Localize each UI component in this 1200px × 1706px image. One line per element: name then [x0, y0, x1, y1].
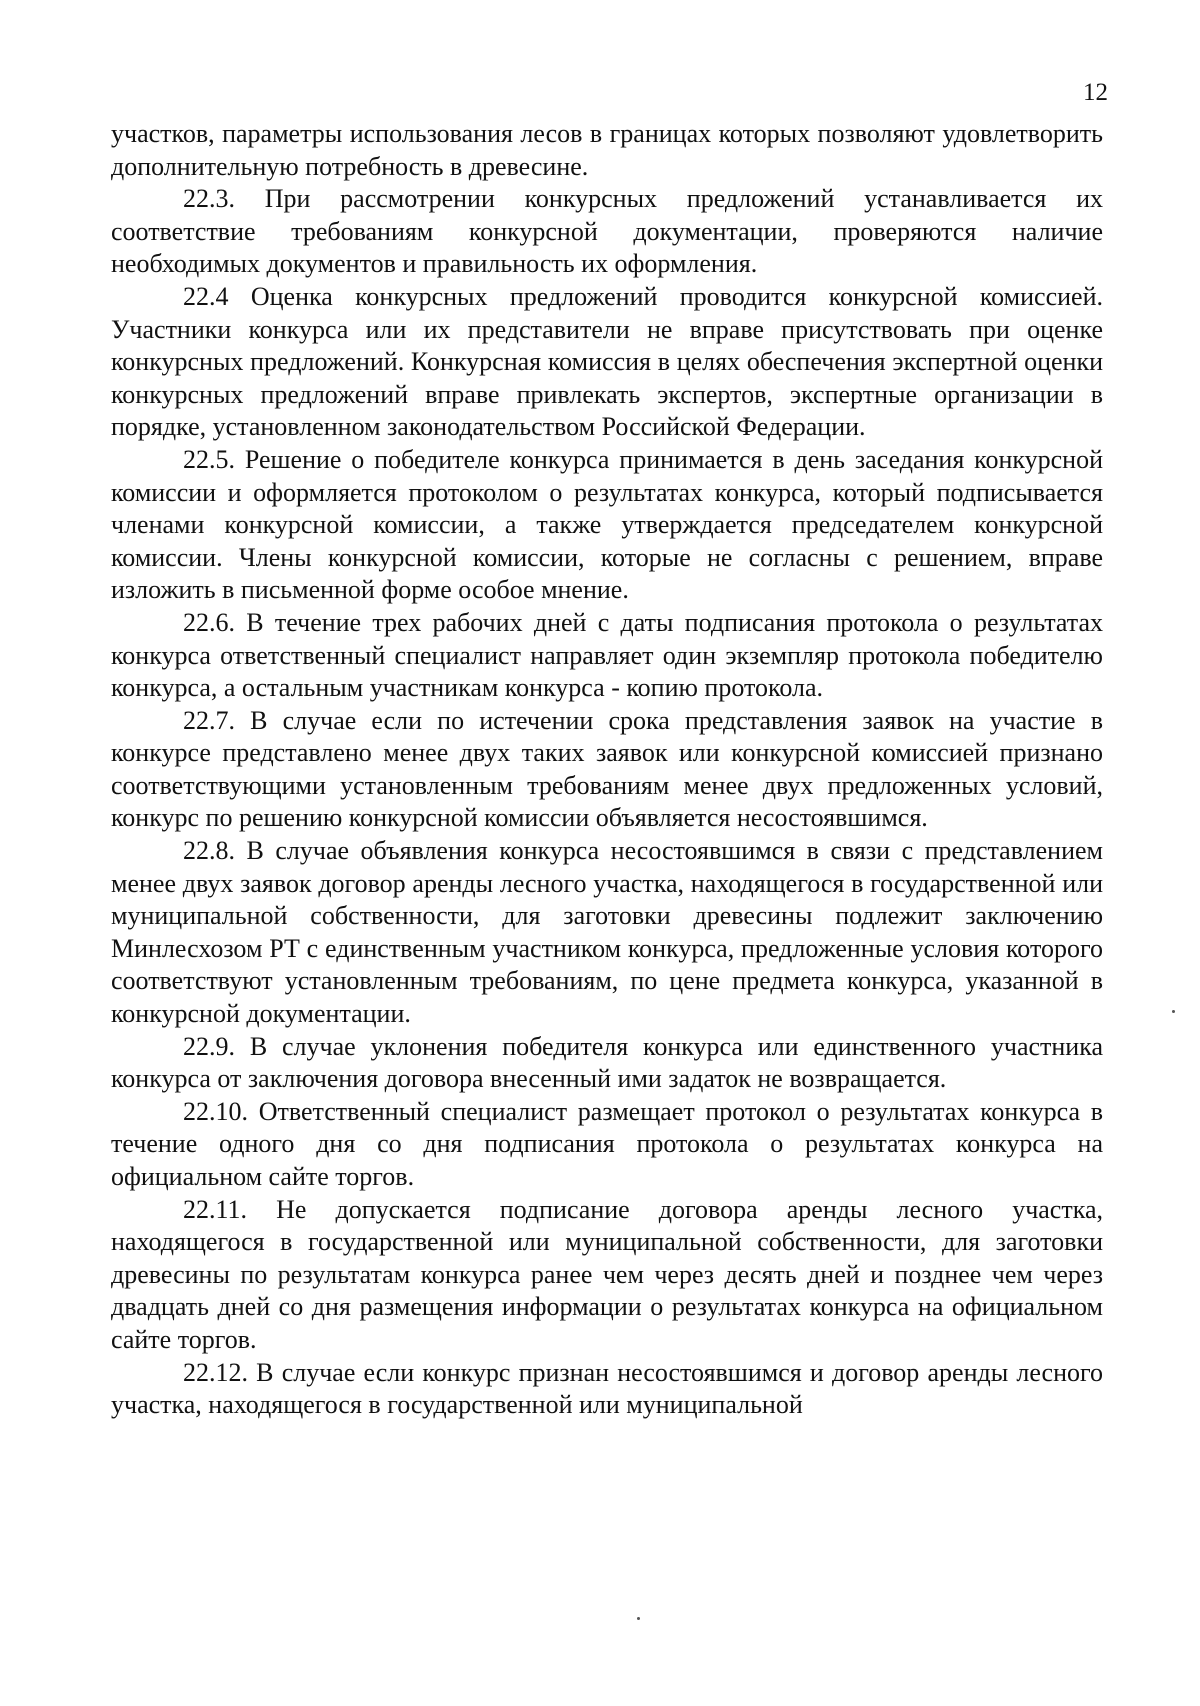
scan-speck	[1172, 1010, 1175, 1013]
paragraph-22-12: 22.12. В случае если конкурс признан несостоявшимся и договор аренды лесного участка, находящегося в государственной или муниципальной	[111, 1357, 1103, 1420]
paragraph-22-4: 22.4 Оценка конкурсных предложений проводится конкурсной комиссией. Участники конкурса или их представители не вправе присутствовать при оценке конкурсных предложений. Конкурсная комиссия в целях обеспечения экспертной оценки конкурсных предложений вправе привлекать экспертов, экспертные организации в порядке, установленном законодательством Российской Федерации.	[111, 281, 1103, 442]
paragraph-22-8: 22.8. В случае объявления конкурса несостоявшимся в связи с представлением менее двух заявок договор аренды лесного участка, находящегося в государственной или муниципальной собственности, для заготовки древесины подлежит заключению Минлесхозом РТ с единственным участником конкурса, предложенные условия которого соответствуют установленным требованиям, по цене предмета конкурса, указанной в конкурсной документации.	[111, 836, 1103, 1029]
paragraph-22-9: 22.9. В случае уклонения победителя конкурса или единственного участника конкурса от заключения договора внесенный ими задаток не возвращается.	[111, 1031, 1103, 1094]
paragraph-22-3: 22.3. При рассмотрении конкурсных предложений устанавливается их соответствие требованиям конкурсной документации, проверяются наличие необходимых документов и правильность их оформления.	[111, 184, 1103, 279]
body-text	[111, 118, 1103, 1422]
paragraph-22-10: 22.10. Ответственный специалист размещает протокол о результатах конкурса в течение одного дня со дня подписания протокола о результатах конкурса на официальном сайте торгов.	[111, 1096, 1103, 1191]
scan-speck	[637, 1617, 640, 1620]
paragraph-22-6: 22.6. В течение трех рабочих дней с даты подписания протокола о результатах конкурса ответственный специалист направляет один экземпляр протокола победителю конкурса, а остальным участникам конкурса - копию протокола.	[111, 607, 1103, 703]
paragraph-continuation: участков, параметры использования лесов в границах которых позволяют удовлетворить дополнительную потребность в древесине.	[111, 119, 1103, 181]
paragraph-22-5: 22.5. Решение о победителе конкурса принимается в день заседания конкурсной комиссии и оформляется протоколом о результатах конкурса, который подписывается членами конкурсной комиссии, а также утверждается председателем конкурсной комиссии. Члены конкурсной комиссии, которые не согласны с решением, вправе изложить в письменной форме особое мнение.	[111, 444, 1103, 605]
page-number: 12	[1083, 79, 1108, 106]
paragraph-22-11: 22.11. Не допускается подписание договора аренды лесного участка, находящегося в государственной или муниципальной собственности, для заготовки древесины по результатам конкурса ранее чем через десять дней и позднее чем через двадцать дней со дня размещения информации о результатах конкурса на официальном сайте торгов.	[111, 1194, 1103, 1354]
paragraph-22-7: 22.7. В случае если по истечении срока представления заявок на участие в конкурсе представлено менее двух таких заявок или конкурсной комиссией признано соответствующими установленным требованиям менее двух предложенных условий, конкурс по решению конкурсной комиссии объявляется несостоявшимся.	[111, 705, 1103, 833]
